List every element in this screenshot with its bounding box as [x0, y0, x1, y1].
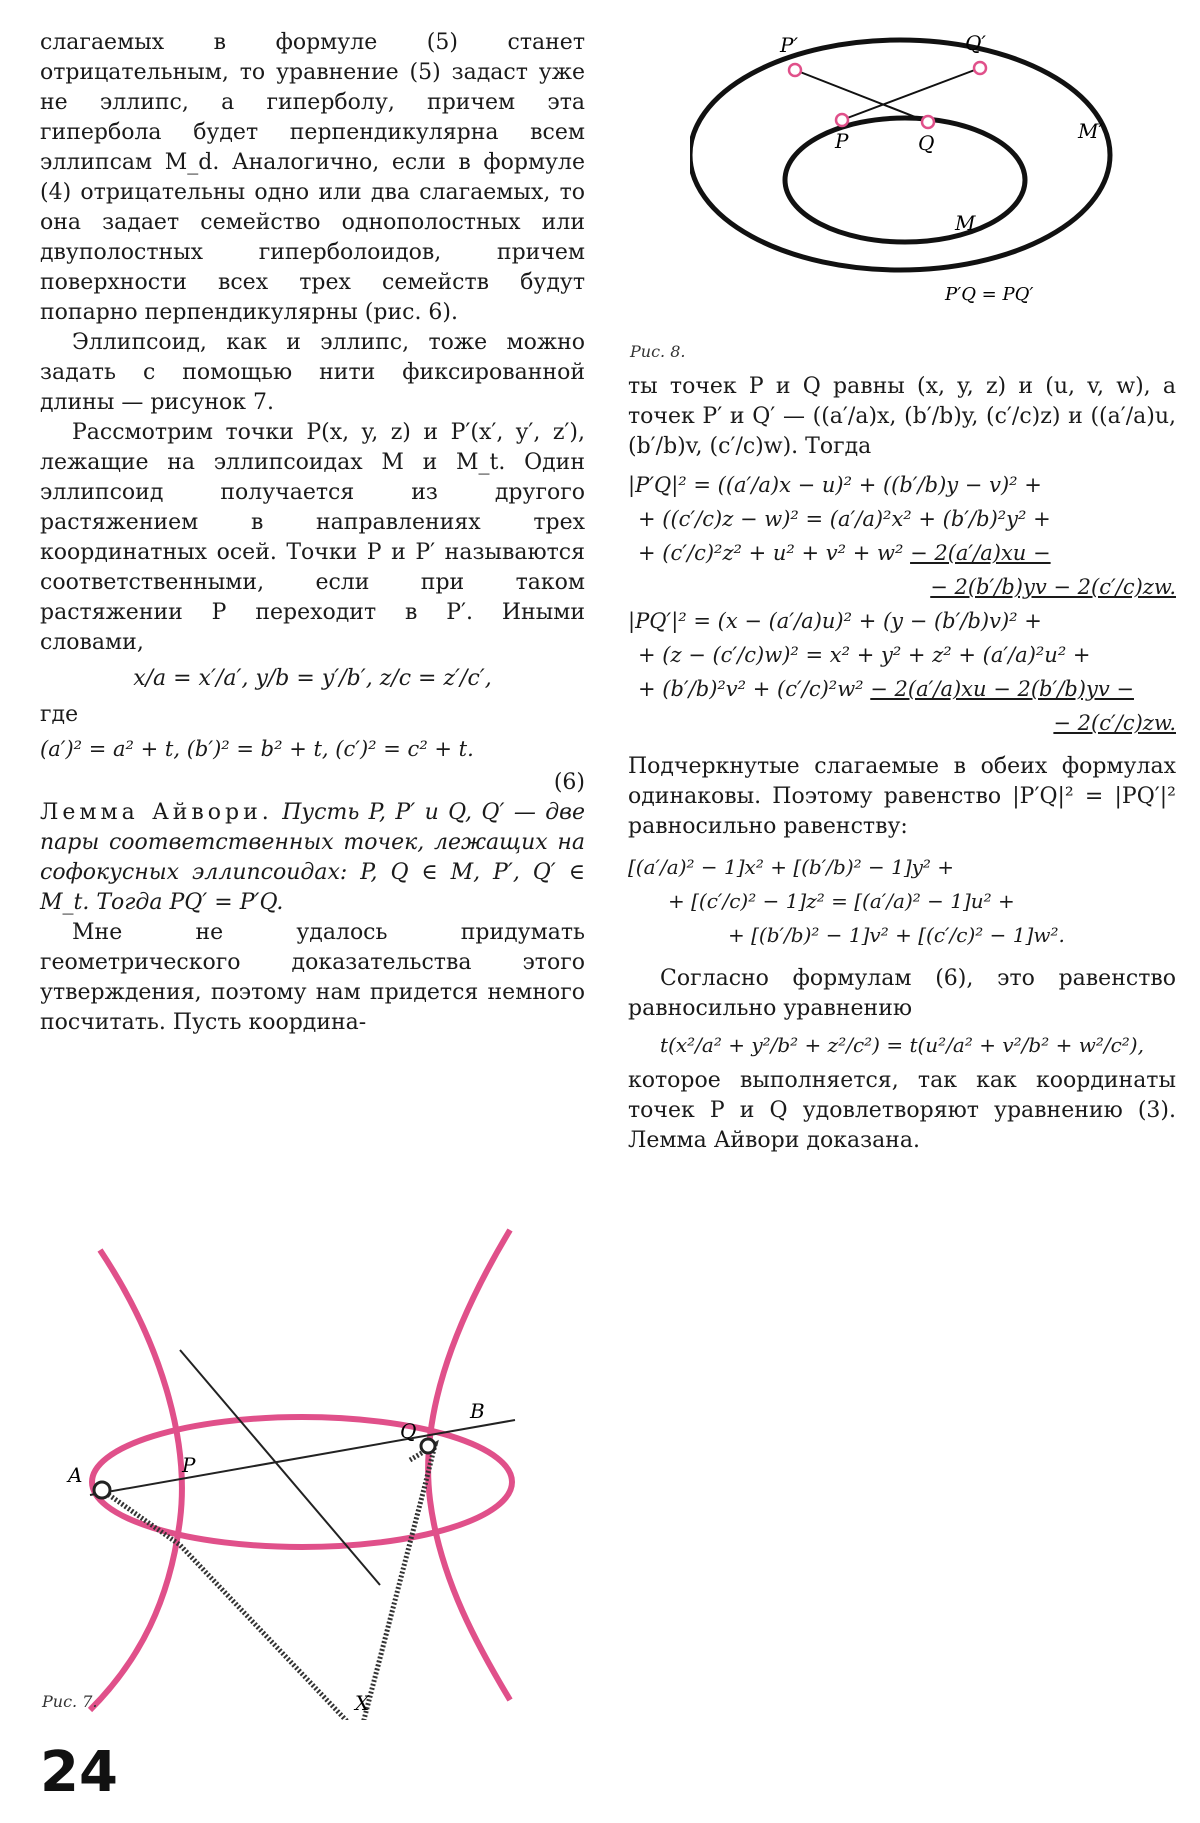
page-number: 24 [40, 1740, 118, 1805]
label-m-prime: M′ [1078, 119, 1104, 143]
paragraph: Эллипсоид, как и эллипс, тоже можно задать с помощью нити фиксированной длины — рисунок 7. [40, 330, 585, 415]
equation-ratio: x/a = x′/a′, y/b = y′/b′, z/c = z′/c′, [133, 666, 492, 691]
equation-number: (6) [553, 770, 585, 795]
hyperbola-left [90, 1250, 182, 1710]
equation: |PQ′|² = (x − (a′/a)u)² + (y − (b′/b)v)² + [628, 609, 1042, 633]
paragraph: которое выполняется, так как координаты точек P и Q удовлетворяют уравнению (3). Лемма Айвори доказана. [628, 1068, 1176, 1153]
outer-ellipse-m-prime [690, 40, 1110, 270]
equation: + (z − (c′/c)w)² = x² + y² + z² + (a′/a)²u² + [638, 643, 1091, 667]
lemma-title: Лемма Айвори. [40, 800, 273, 825]
label-p: P [182, 1453, 196, 1477]
paragraph: ты точек P и Q равны (x, y, z) и (u, v, w), а точек P′ и Q′ — ((a′/a)x, (b′/b)y, (c′/c)z) и ((a′/a)u, (b′/b)v, (c′/c)w). Тогда [628, 374, 1176, 459]
figure-8 [690, 20, 1130, 320]
label-m: M [955, 211, 976, 235]
equation: + [(b′/b)² − 1]v² + [(c′/c)² − 1]w². [728, 923, 1065, 947]
paragraph: Мне не удалось придумать геометрического доказательства этого утверждения, поэтому нам придется немного посчитать. Пусть координа- [40, 920, 585, 1035]
figure-7 [30, 1220, 590, 1720]
right-column [628, 372, 1176, 1156]
equation: + ((c′/c)z − w)² = (a′/a)²x² + (b′/b)²y² + [638, 507, 1051, 531]
point-a [94, 1482, 110, 1498]
label-q: Q [400, 1419, 417, 1443]
diagonal-line [180, 1350, 380, 1585]
hyperbola-right [428, 1230, 510, 1700]
paragraph: где [40, 702, 79, 727]
formula-pq: P′Q = PQ′ [945, 284, 1034, 305]
label-p: P [835, 129, 849, 153]
equation: [(a′/a)² − 1]x² + [(b′/b)² − 1]y² + [628, 855, 955, 879]
point-q [421, 1439, 435, 1453]
equation-underlined: − 2(a′/a)xu − [910, 541, 1051, 565]
left-column [40, 28, 585, 1038]
figure-7-caption: Рис. 7. [42, 1692, 98, 1711]
equation: + [(c′/c)² − 1]z² = [(a′/a)² − 1]u² + [668, 889, 1015, 913]
paragraph: Подчеркнутые слагаемые в обеих формулах одинаковы. Поэтому равенство |P′Q|² = |PQ′|² равносильно равенству: [628, 754, 1176, 839]
point-q [922, 116, 934, 128]
point-p-prime [789, 64, 801, 76]
label-p-prime: P′ [780, 33, 798, 57]
point-p [836, 114, 848, 126]
equation [628, 538, 1176, 568]
label-b: B [470, 1399, 485, 1423]
thread [102, 1445, 435, 1720]
equation: |P′Q|² = ((a′/a)x − u)² + ((b′/b)y − v)² + [628, 473, 1042, 497]
line-ab [90, 1420, 515, 1495]
paragraph: Рассмотрим точки P(x, y, z) и P′(x′, y′, z′), лежащие на эллипсоидах M и M_t. Один эллипсоид получается из другого растяжением в направлениях трех координатных осей. Точки P и P′ называются соответственными, если при таком растяжении P переходит в P′. Иными словами, [40, 420, 585, 655]
label-a: A [68, 1463, 83, 1487]
equation-underlined: − 2(b′/b)yv − 2(c′/c)zw. [930, 575, 1176, 599]
equation [628, 674, 1176, 704]
paragraph: Согласно формулам (6), это равенство равносильно уравнению [628, 966, 1176, 1021]
label-q: Q [918, 131, 935, 155]
segment-p-q-prime [842, 68, 980, 120]
label-q-prime: Q′ [965, 31, 986, 55]
lemma [40, 798, 585, 918]
figure-8-caption: Рис. 8. [630, 342, 686, 361]
paragraph: слагаемых в формуле (5) станет отрицательным, то уравнение (5) задаст уже не эллипс, а гиперболу, причем эта гипербола будет перпендикулярна всем эллипсам M_d. Аналогично, если в формуле (4) отрицательны одно или два слагаемых, то она задает семейство однополостных или двуполостных гиперболоидов, причем поверхности всех трех семейств будут попарно перпендикулярны (рис. 6). [40, 30, 585, 325]
lemma-text: Пусть P, P′ и Q, Q′ — две пары соответственных точек, лежащих на софокусных эллипсоидах: P, Q ∈ M, P′, Q′ ∈ M_t. Тогда PQ′ = P′Q. [40, 800, 585, 915]
equation-underlined: − 2(a′/a)xu − 2(b′/b)yv − [870, 677, 1134, 701]
label-x: X [355, 1691, 370, 1715]
equation-part: + (c′/c)²z² + u² + v² + w² [638, 541, 911, 565]
equation-part: + (b′/b)²v² + (c′/c)²w² [638, 677, 871, 701]
inner-ellipse-m [785, 118, 1025, 242]
equation-6: (a′)² = a² + t, (b′)² = b² + t, (c′)² = c² + t. [40, 737, 474, 761]
equation-underlined: − 2(c′/c)zw. [1053, 711, 1176, 735]
equation: t(x²/a² + y²/b² + z²/c²) = t(u²/a² + v²/b² + w²/c²), [660, 1033, 1144, 1057]
point-q-prime [974, 62, 986, 74]
